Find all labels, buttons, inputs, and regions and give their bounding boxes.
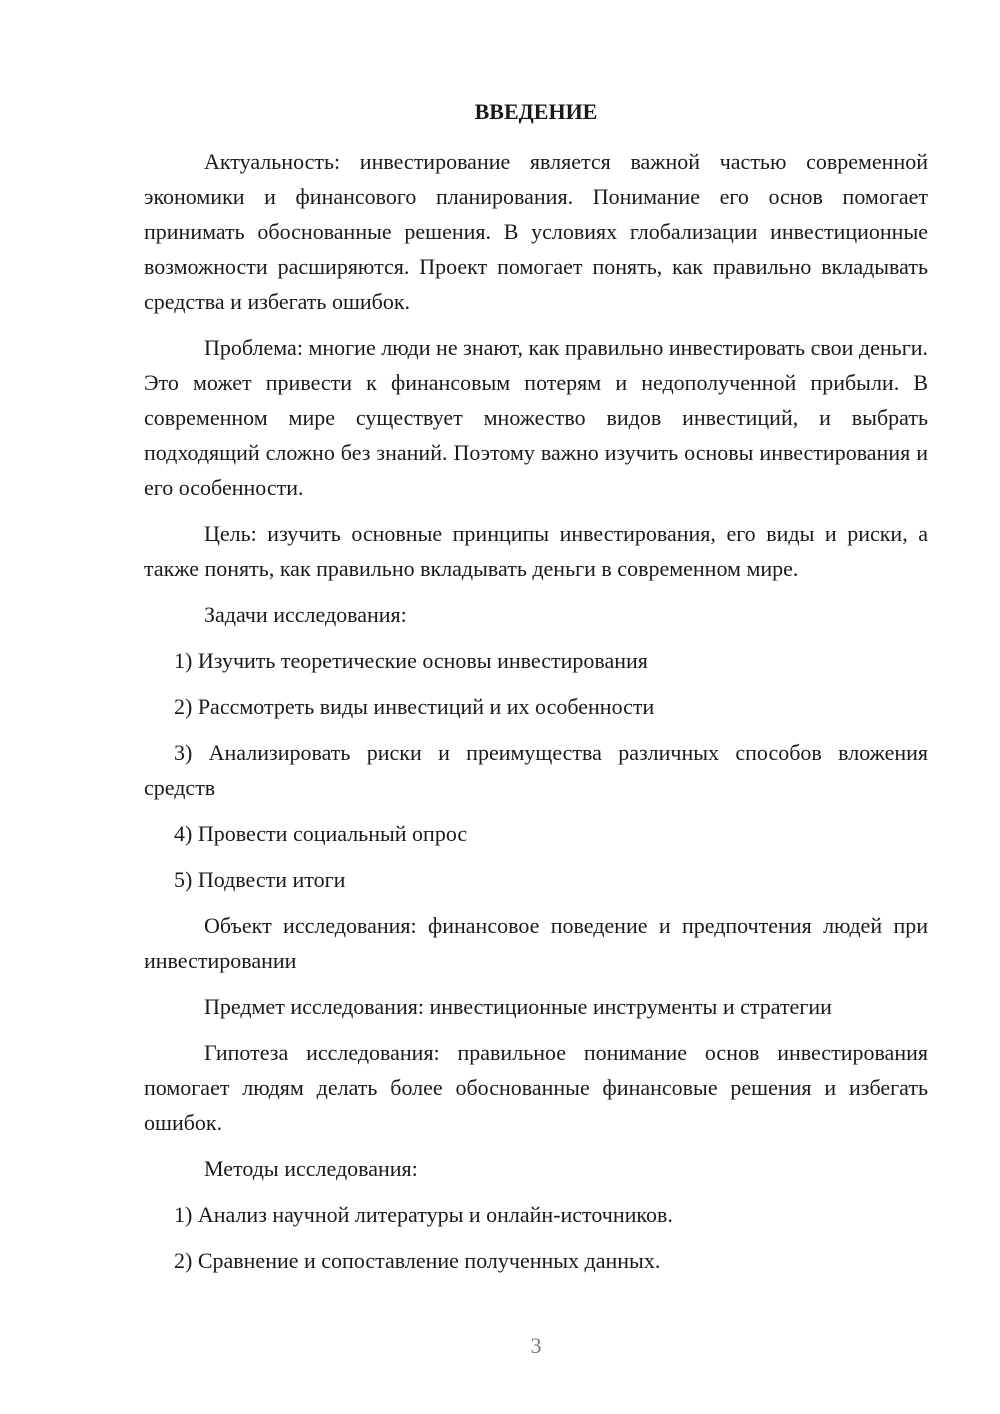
subject-paragraph: Предмет исследования: инвестиционные инструменты и стратегии xyxy=(204,994,832,1019)
method-item-1: 1) Анализ научной литературы и онлайн-источников. xyxy=(174,1202,673,1227)
goal-paragraph: Цель: изучить основные принципы инвестирования, его виды и риски, а также понять, как правильно вкладывать деньги в современном мире. xyxy=(144,521,928,581)
object-paragraph: Объект исследования: финансовое поведение и предпочтения людей при инвестировании xyxy=(144,913,928,973)
task-item-3: 3) Анализировать риски и преимущества различных способов вложения средств xyxy=(144,740,928,800)
relevance-paragraph: Актуальность: инвестирование является важной частью современной экономики и финансового планирования. Понимание его основ помогает принимать обоснованные решения. В условиях глобализации инвестиционные возможности расширяются. Проект помогает понять, как правильно вкладывать средства и избегать ошибок. xyxy=(144,149,928,314)
section-title: ВВЕДЕНИЕ xyxy=(474,99,598,124)
task-item-1: 1) Изучить теоретические основы инвестирования xyxy=(174,648,648,673)
problem-paragraph: Проблема: многие люди не знают, как правильно инвестировать свои деньги. Это может привести к финансовым потерям и недополученной прибыли. В современном мире существует множество видов инвестиций, и выбрать подходящий сложно без знаний. Поэтому важно изучить основы инвестирования и его особенности. xyxy=(144,335,928,500)
task-item-2: 2) Рассмотреть виды инвестиций и их особенности xyxy=(174,694,655,719)
task-item-5: 5) Подвести итоги xyxy=(174,867,346,892)
hypothesis-paragraph: Гипотеза исследования: правильное понимание основ инвестирования помогает людям делать более обоснованные финансовые решения и избегать ошибок. xyxy=(144,1040,928,1135)
task-item-4: 4) Провести социальный опрос xyxy=(174,821,468,846)
method-item-2: 2) Сравнение и сопоставление полученных данных. xyxy=(174,1248,661,1273)
methods-heading: Методы исследования: xyxy=(204,1156,418,1181)
page-number: 3 xyxy=(530,1333,542,1358)
tasks-heading: Задачи исследования: xyxy=(204,602,407,627)
document-page xyxy=(144,94,928,1289)
